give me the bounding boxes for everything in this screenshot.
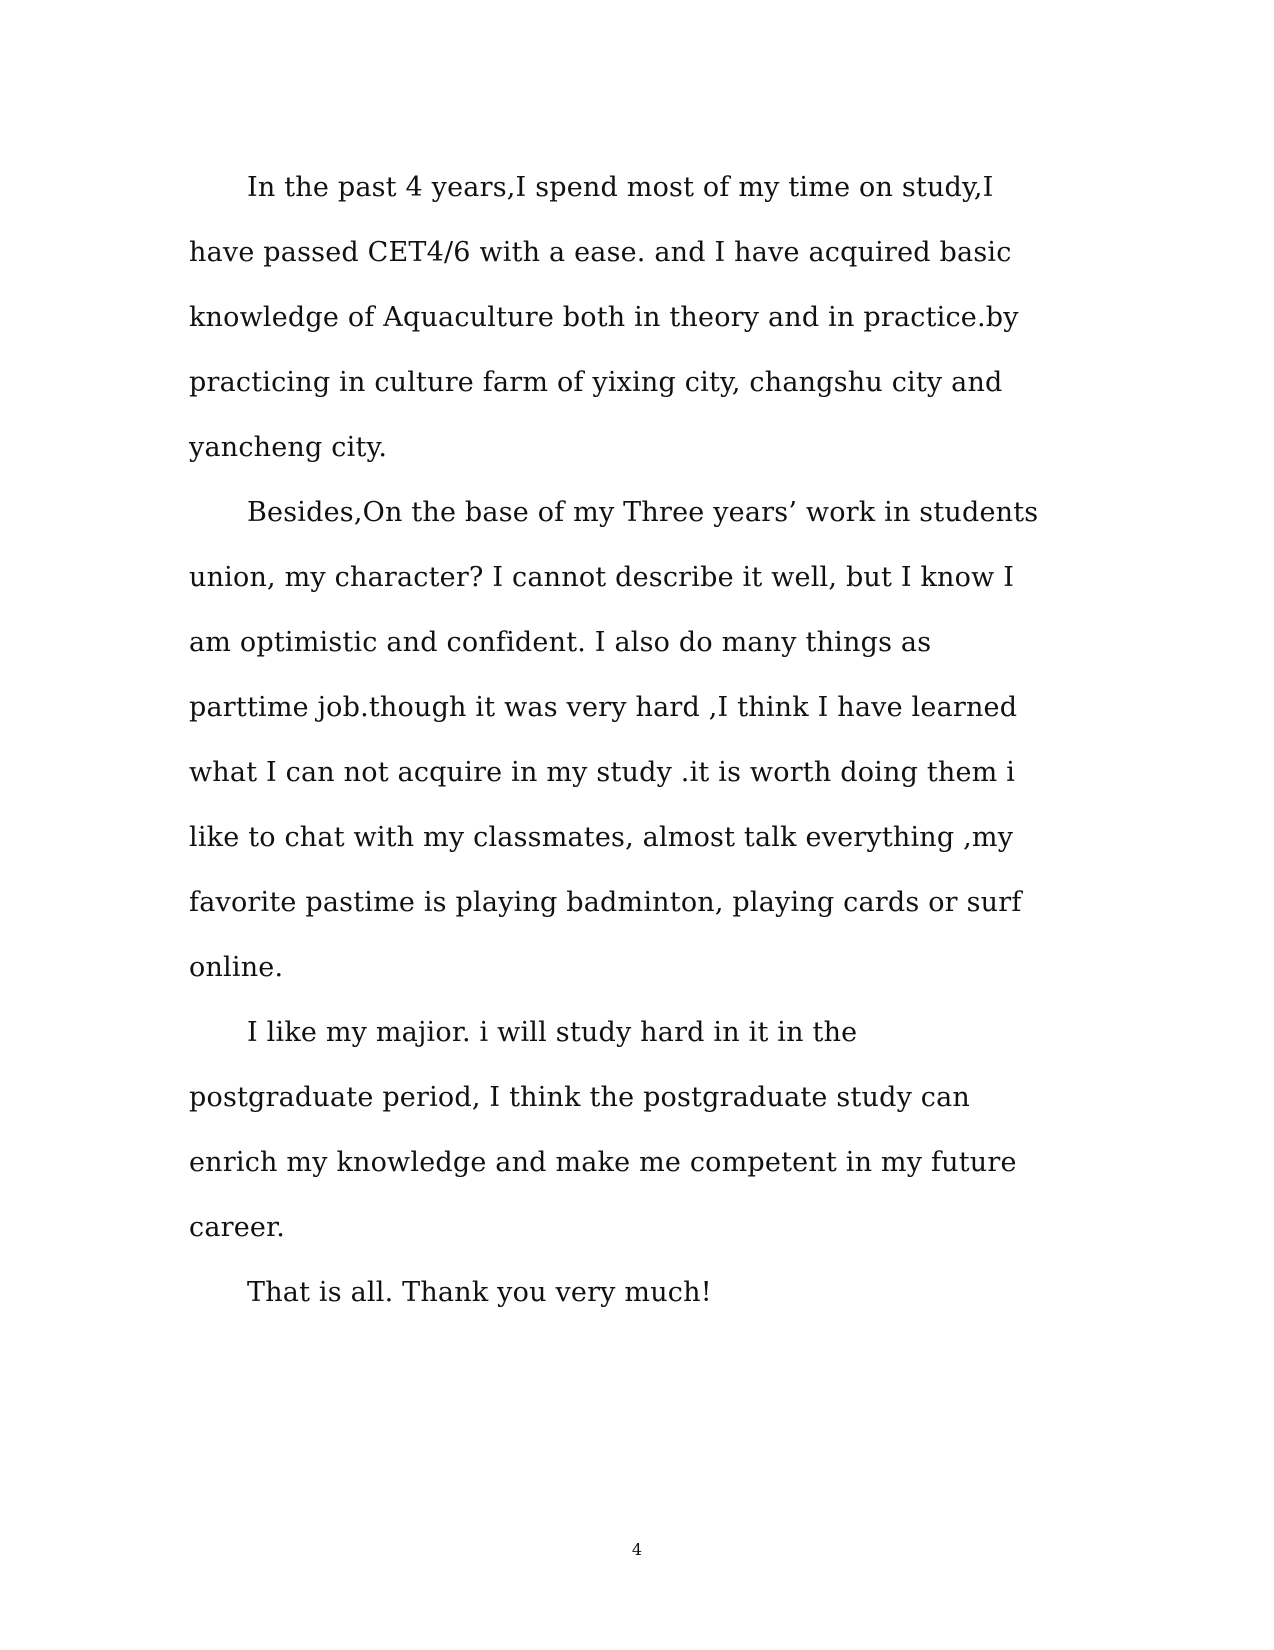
- paragraph-2-line-4: parttime job.though it was very hard ,I think I have learned: [189, 692, 1018, 723]
- paragraph-2-line-3: am optimistic and confident. I also do many things as: [189, 627, 932, 658]
- document-body: [189, 155, 1069, 1325]
- paragraph-3-line-1: I like my majior. i will study hard in it in the: [247, 1017, 858, 1048]
- paragraph-1-line-1: In the past 4 years,I spend most of my time on study,I: [247, 172, 994, 203]
- paragraph-1-line-2: have passed CET4/6 with a ease. and I have acquired basic: [189, 237, 1012, 268]
- paragraph-1-line-4: practicing in culture farm of yixing city, changshu city and: [189, 367, 1003, 398]
- paragraph-4-line-1: That is all. Thank you very much!: [247, 1277, 712, 1308]
- paragraph-3-line-4: career.: [189, 1212, 286, 1243]
- paragraph-2-line-7: favorite pastime is playing badminton, playing cards or surf: [189, 887, 1022, 918]
- paragraph-2-line-6: like to chat with my classmates, almost talk everything ,my: [189, 822, 1014, 853]
- paragraph-1-line-3: knowledge of Aquaculture both in theory and in practice.by: [189, 302, 1019, 333]
- paragraph-1-line-5: yancheng city.: [189, 432, 388, 463]
- paragraph-2-line-8: online.: [189, 952, 284, 983]
- paragraph-2-line-5: what I can not acquire in my study .it is worth doing them i: [189, 757, 1016, 788]
- paragraph-3-line-2: postgraduate period, I think the postgraduate study can: [189, 1082, 971, 1113]
- paragraph-2-line-1: Besides,On the base of my Three years’ work in students: [247, 497, 1039, 528]
- paragraph-3-line-3: enrich my knowledge and make me competent in my future: [189, 1147, 1017, 1178]
- page-number: 4: [631, 1540, 643, 1559]
- paragraph-2-line-2: union, my character? I cannot describe it well, but I know I: [189, 562, 1015, 593]
